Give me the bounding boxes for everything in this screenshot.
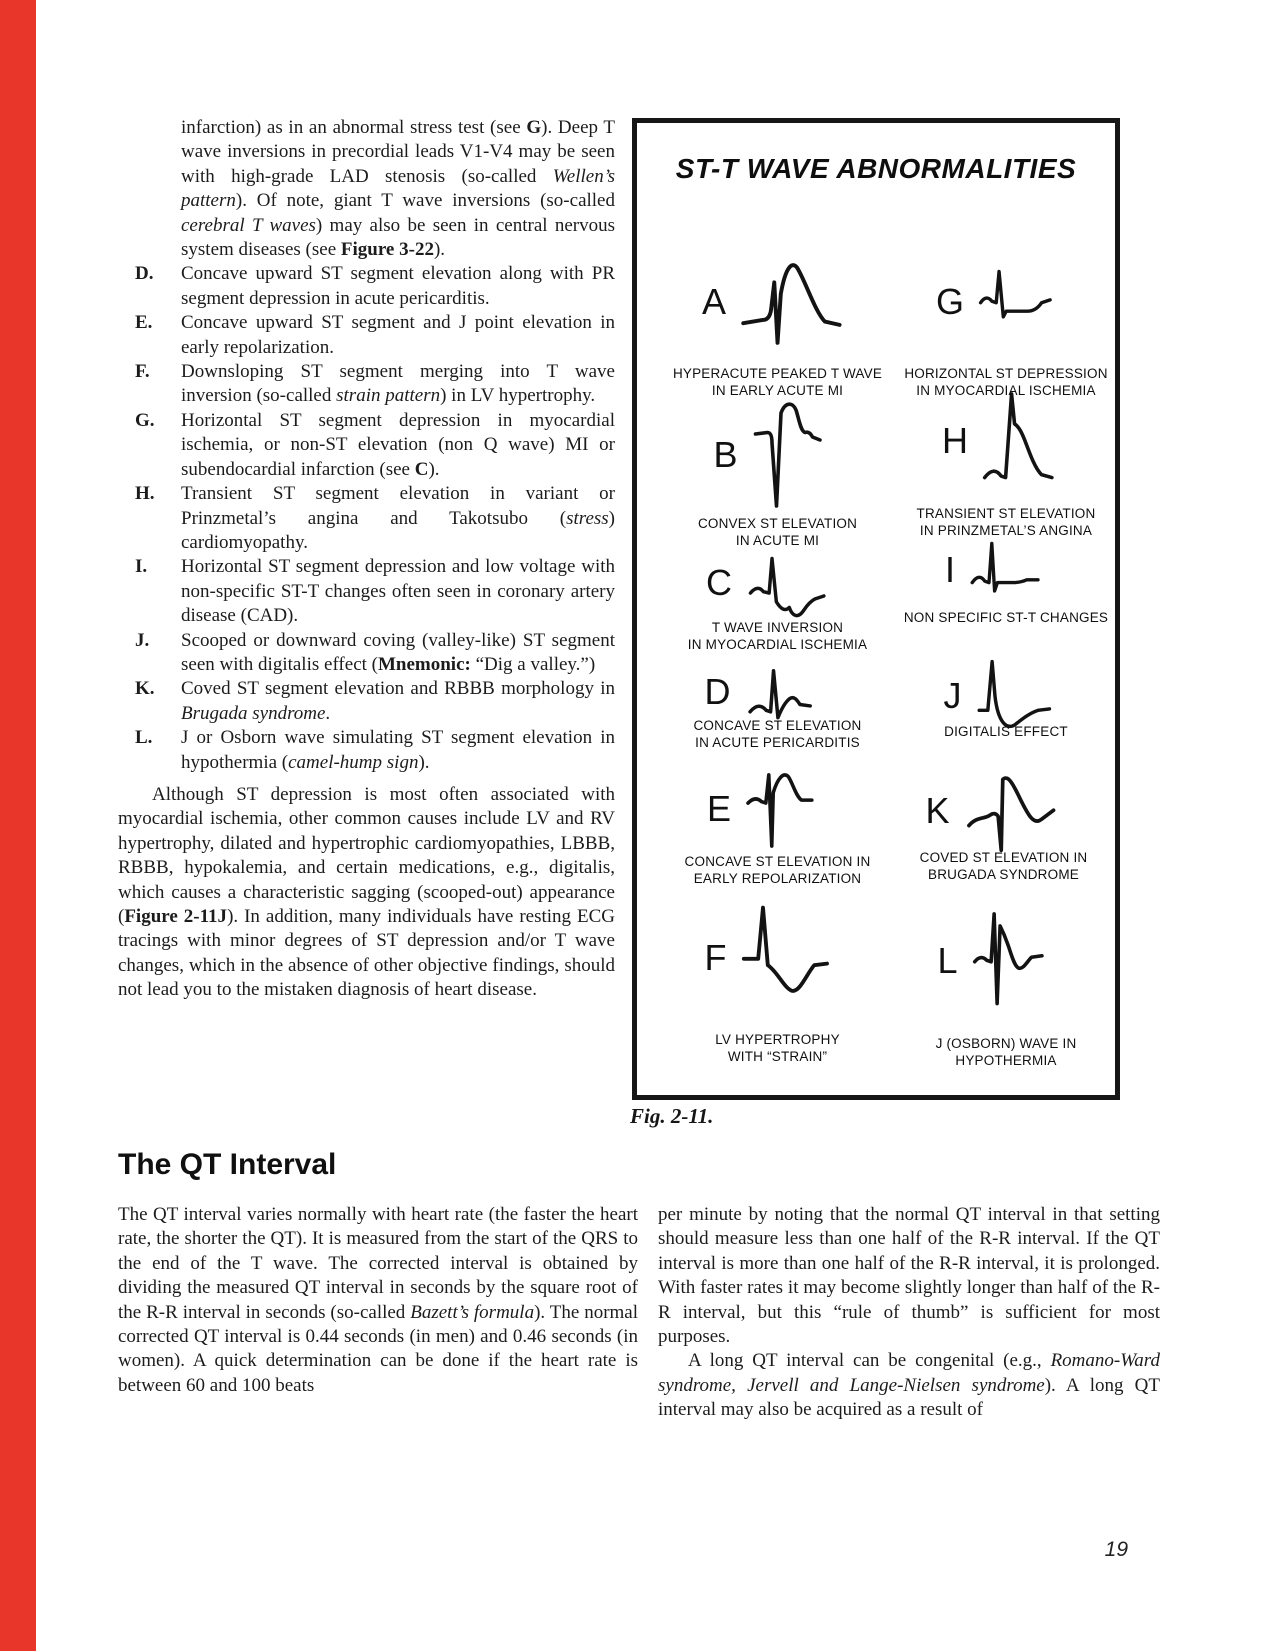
list-item xyxy=(118,360,615,409)
panel-caption: CONVEX ST ELEVATION IN ACUTE MI xyxy=(697,516,858,548)
list-item-text: Concave upward ST segment elevation along with PR segment depression in acute pericarditis. xyxy=(181,263,615,309)
panel-caption: NON SPECIFIC ST-T CHANGES xyxy=(903,610,1109,625)
panel-letter: A xyxy=(701,281,726,322)
figure-panel-K xyxy=(887,761,1120,882)
figure-panel-L xyxy=(892,905,1120,1068)
list-item-label: E. xyxy=(135,312,153,334)
panel-letter: E xyxy=(706,788,731,829)
list-item-label: F. xyxy=(135,361,150,383)
ecg-waveform-icon xyxy=(970,905,1075,1017)
ecg-waveform-icon xyxy=(962,761,1082,861)
abnormality-list xyxy=(118,262,615,775)
ecg-waveform-icon xyxy=(739,898,851,1018)
qt-paragraph: A long QT interval can be congenital (e.g., Romano-Ward syndrome, Jervell and Lange-Nielsen syndrome). A long QT interval may also be acquired as a result of xyxy=(658,1350,1160,1421)
panel-letter: K xyxy=(925,790,950,831)
list-item-text: Coved ST segment elevation and RBBB morphology in Brugada syndrome. xyxy=(181,678,615,724)
ecg-waveform-icon xyxy=(750,395,842,515)
panel-letter: H xyxy=(942,420,968,461)
list-item-label: D. xyxy=(135,263,154,285)
list-item xyxy=(118,311,615,360)
panel-caption: J (OSBORN) WAVE IN HYPOTHERMIA xyxy=(935,1036,1077,1068)
figure-panel-B xyxy=(645,395,910,548)
list-item-label: J. xyxy=(135,629,150,651)
list-item xyxy=(118,555,615,628)
panel-letter: I xyxy=(944,549,955,590)
panel-caption: HORIZONTAL ST DEPRESSION IN MYOCARDIAL ISCHEMIA xyxy=(904,366,1108,398)
figure-panel-I xyxy=(892,535,1120,625)
panel-letter: B xyxy=(713,434,738,475)
list-item xyxy=(118,409,615,482)
list-item-text: Downsloping ST segment merging into T wave inversion (so-called strain pattern) in LV hypertrophy. xyxy=(181,361,615,407)
list-item-text: Horizontal ST segment depression and low voltage with non-specific ST-T changes often seen in coronary artery disease (CAD). xyxy=(181,556,615,627)
continuation-paragraph: infarction) as in an abnormal stress test (see G). Deep T wave inversions in precordial leads V1-V4 may be seen with high-grade LAD stenosis (so-called Wellen’s pattern). Of note, giant T wave inversions (so-called cerebral T waves) may also be seen in central nervous system diseases (see Figure 3-22). xyxy=(181,117,615,261)
panel-letter: L xyxy=(937,940,958,981)
ecg-waveform-icon xyxy=(980,385,1070,497)
panel-letter: G xyxy=(935,281,964,322)
panel-letter: J xyxy=(943,675,962,716)
ecg-waveform-icon xyxy=(976,263,1076,341)
page-number: 19 xyxy=(1104,1538,1128,1561)
figure-panel-D xyxy=(645,659,910,750)
figure-panel-A xyxy=(645,253,910,398)
list-item-label: K. xyxy=(135,678,155,700)
list-item-label: L. xyxy=(135,727,153,749)
ecg-waveform-icon xyxy=(738,253,853,351)
page-edge-stripe xyxy=(0,0,36,1651)
list-item-label: I. xyxy=(135,556,148,578)
panel-caption: CONCAVE ST ELEVATION IN EARLY REPOLARIZATION xyxy=(684,854,871,886)
panel-letter: F xyxy=(704,937,727,978)
panel-caption: T WAVE INVERSION IN MYOCARDIAL ISCHEMIA xyxy=(687,620,868,652)
list-item xyxy=(118,629,615,678)
list-item-label: G. xyxy=(135,409,155,431)
figure-title: ST-T WAVE ABNORMALITIES xyxy=(675,153,1077,184)
qt-column-1 xyxy=(118,1203,638,1398)
qt-paragraph: The QT interval varies normally with heart rate (the faster the heart rate, the shorter the QT). It is measured from the start of the QRS to the end of the T wave. The corrected interval is obtained by dividing the measured QT interval in seconds by the square root of the R-R interval in seconds (so-called Bazett’s formula). The normal corrected QT interval is 0.44 seconds (in men) and 0.46 seconds (in women). A quick determination can be done if the heart rate is between 60 and 100 beats xyxy=(118,1204,639,1396)
list-item xyxy=(118,726,615,775)
panel-caption: CONCAVE ST ELEVATION IN ACUTE PERICARDITIS xyxy=(693,718,862,750)
left-column xyxy=(118,116,615,1003)
panel-letter: D xyxy=(704,671,731,712)
figure-caption: Fig. 2-11. xyxy=(630,1104,714,1128)
panel-letter: C xyxy=(706,562,732,603)
qt-paragraph: per minute by noting that the normal QT interval in that setting should measure less than one half of the R-R interval. If the QT interval is more than one half of the R-R interval, it is prolonged. With faster rates it may become slightly longer than half of the R-R interval, but this “rule of thumb” is sufficient for most purposes. xyxy=(658,1204,1160,1348)
panel-caption: LV HYPERTROPHY WITH “STRAIN” xyxy=(715,1032,840,1064)
qt-column-2 xyxy=(658,1203,1160,1423)
figure-panel-H xyxy=(892,385,1120,538)
panel-caption: TRANSIENT ST ELEVATION IN PRINZMETAL’S ANGINA xyxy=(916,506,1096,538)
list-item xyxy=(118,482,615,555)
list-item-text: Horizontal ST segment depression in myocardial ischemia, or non-ST elevation (non Q wave) MI or subendocardial infarction (see C). xyxy=(181,409,615,480)
figure-panel-F xyxy=(645,898,910,1064)
figure-panel-E xyxy=(645,763,910,886)
figure-box xyxy=(632,118,1120,1100)
ecg-waveform-icon xyxy=(967,535,1067,605)
list-item xyxy=(118,262,615,311)
list-item-text: Concave upward ST segment and J point elevation in early repolarization. xyxy=(181,312,615,358)
list-item-text: J or Osborn wave simulating ST segment elevation in hypothermia (camel-hump sign). xyxy=(181,727,615,773)
figure-panel-C xyxy=(645,547,910,652)
list-item-text: Transient ST segment elevation in variant or Prinzmetal’s angina and Takotsubo (stress) cardiomyopathy. xyxy=(181,483,615,553)
section-heading: The QT Interval xyxy=(118,1148,337,1181)
panel-caption: DIGITALIS EFFECT xyxy=(944,724,1068,739)
figure-panel-J xyxy=(892,653,1120,739)
ecg-waveform-icon xyxy=(743,763,848,855)
closing-paragraph: Although ST depression is most often associated with myocardial ischemia, other common causes include LV and RV hypertrophy, dilated and hypertrophic cardiomyopathies, LBBB, RBBB, hypokalemia, and certain medications, e.g., digitalis, which causes a characteristic sagging (scooped-out) appearance (Figure 2-11J). In addition, many individuals have resting ECG tracings with minor degrees of ST depression and/or T wave changes, which in the absence of other objective findings, should not lead you to the mistaken diagnosis of heart disease. xyxy=(118,783,615,1001)
figure-panel-G xyxy=(892,263,1120,398)
list-item xyxy=(118,677,615,726)
panel-caption: HYPERACUTE PEAKED T WAVE IN EARLY ACUTE MI xyxy=(672,366,883,398)
ecg-waveform-icon xyxy=(744,547,849,619)
panel-caption: COVED ST ELEVATION IN BRUGADA SYNDROME xyxy=(919,850,1088,882)
list-item-text: Scooped or downward coving (valley-like) ST segment seen with digitalis effect (Mnemonic: “Dig a valley.”) xyxy=(181,629,615,675)
ecg-waveform-icon xyxy=(743,659,851,725)
list-item-label: H. xyxy=(135,483,155,505)
